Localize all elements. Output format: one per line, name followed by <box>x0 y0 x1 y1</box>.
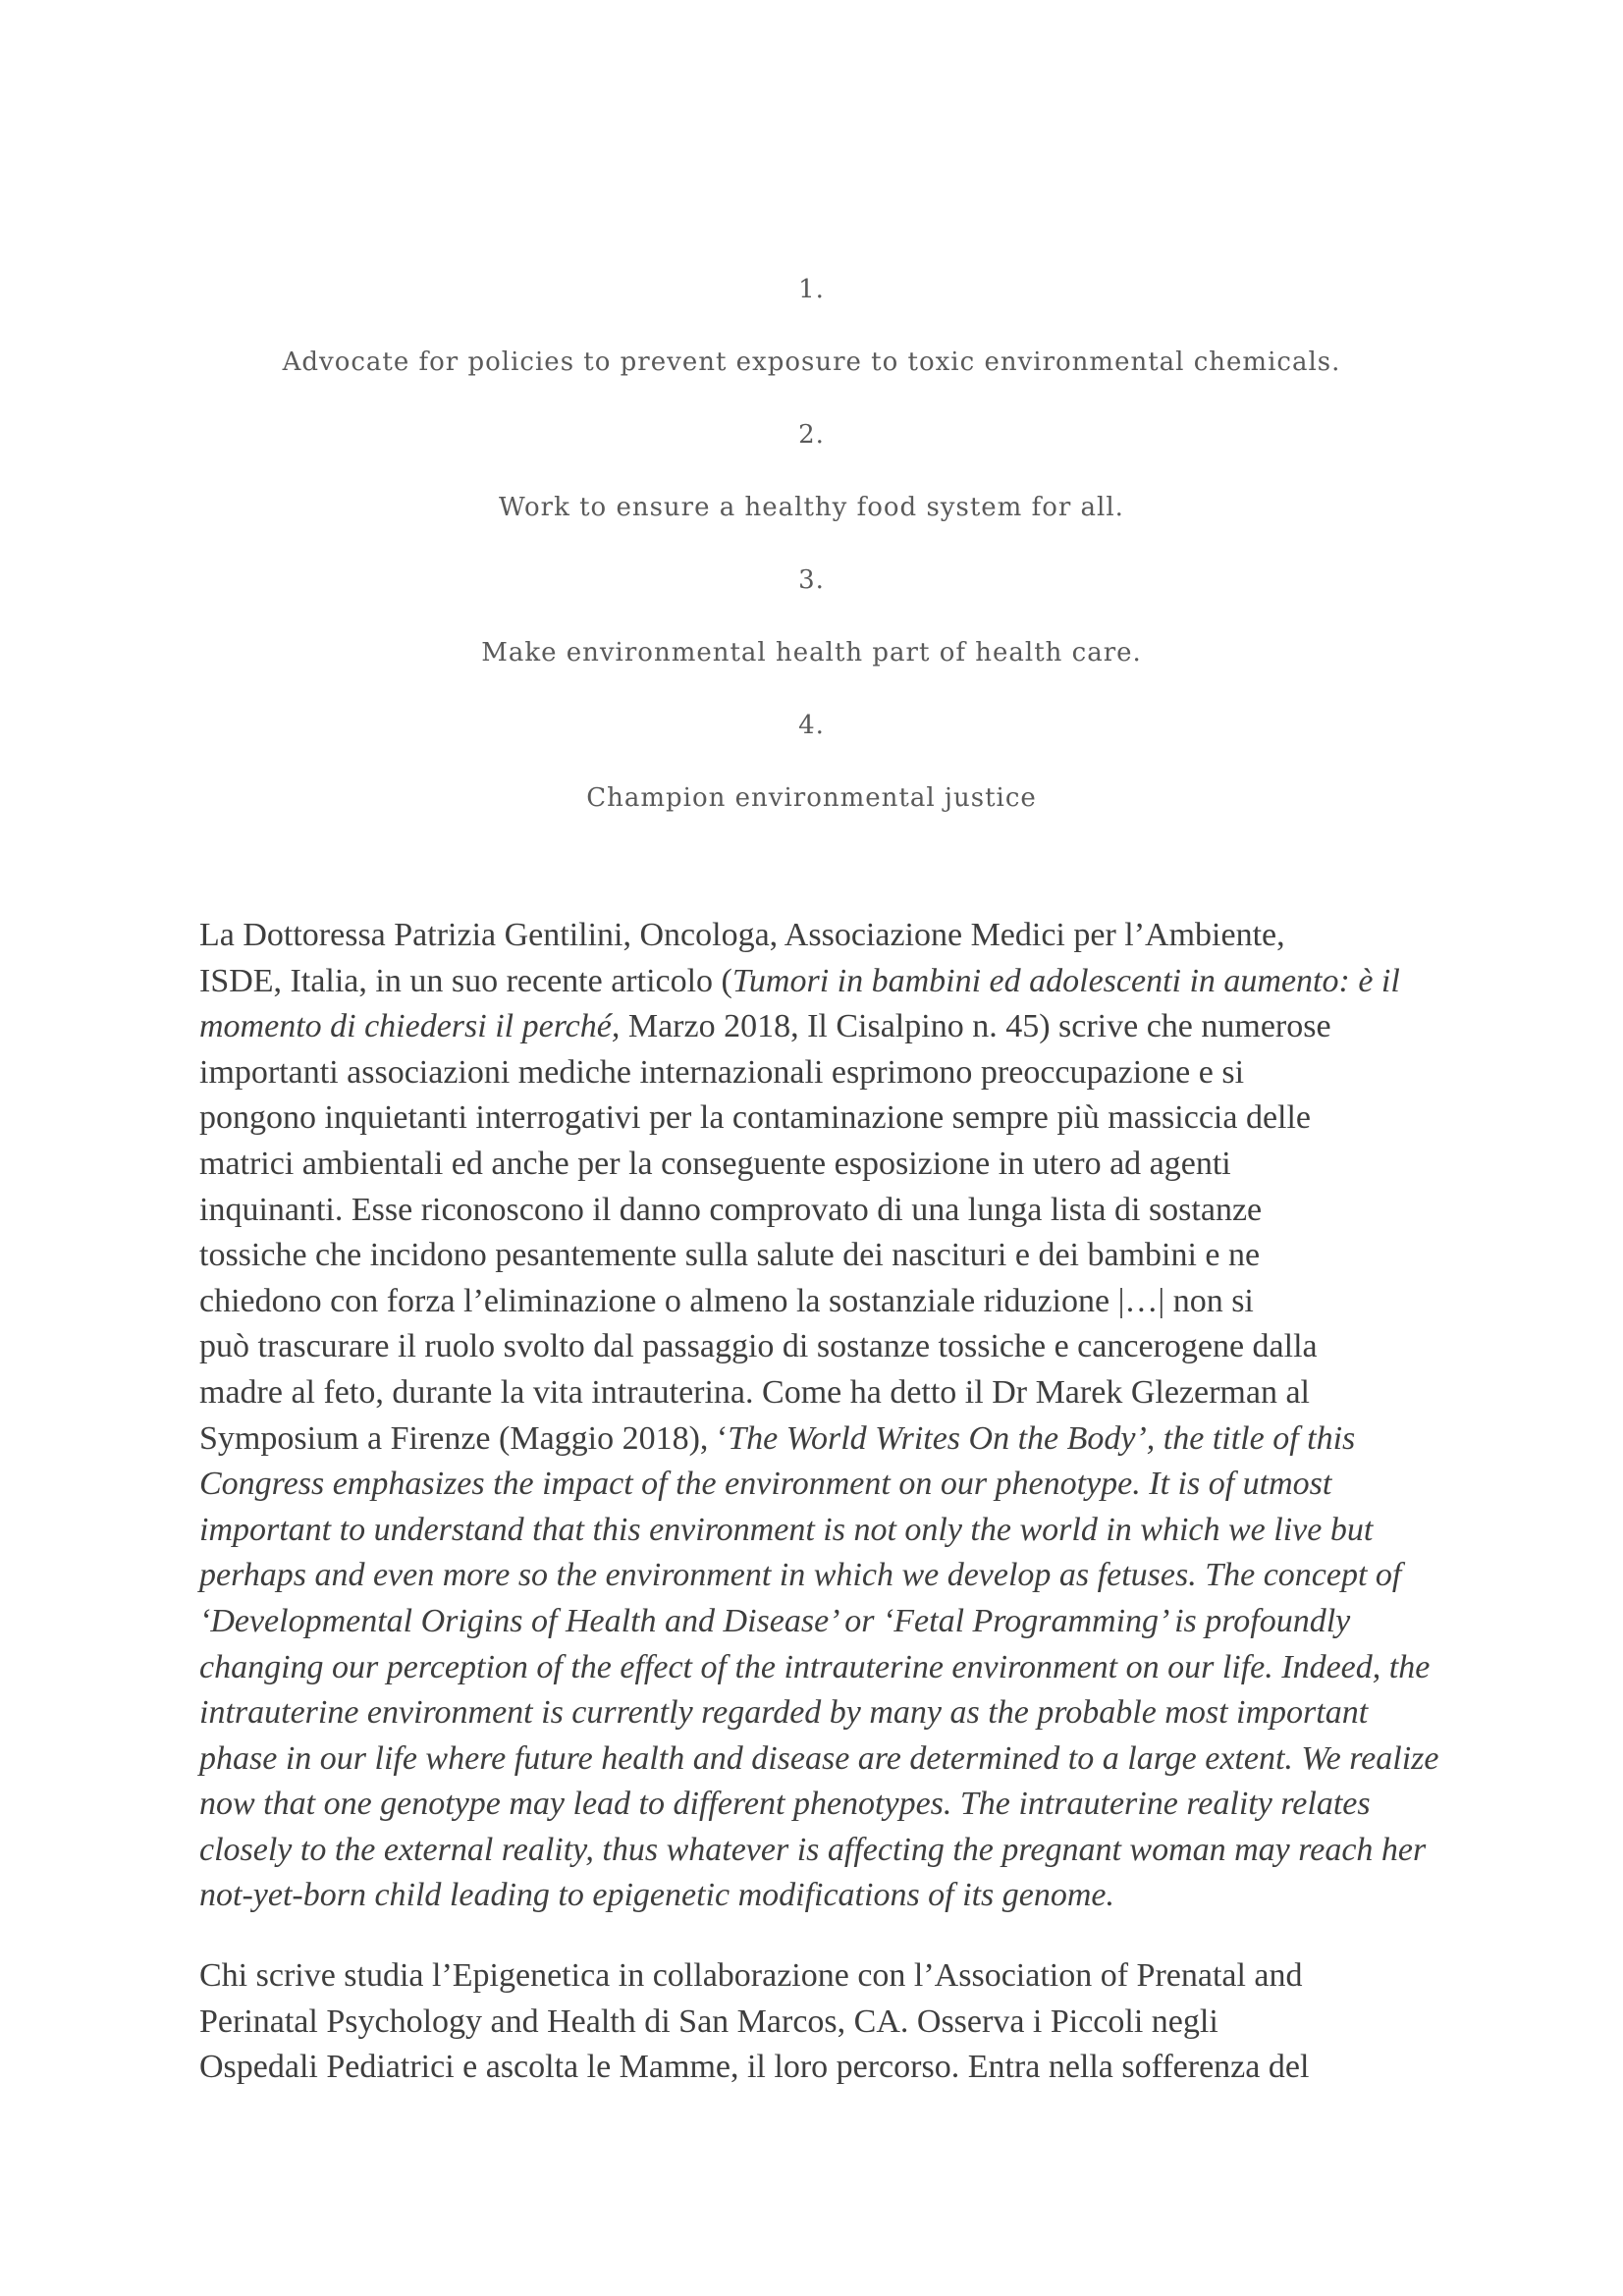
paragraph-2 <box>199 1953 1436 2091</box>
article-title: Tumori in bambini ed adolescenti in aumento: è il <box>731 962 1400 999</box>
list-number: 1. <box>798 275 825 304</box>
text-line: tossiche che incidono pesantemente sulla salute dei nascituri e dei bambini e ne <box>199 1237 1261 1274</box>
quote-line: closely to the external reality, thus whatever is affecting the pregnant woman may reach her <box>199 1831 1427 1868</box>
list-number: 2. <box>798 420 825 450</box>
text-span: Marzo 2018, Il Cisalpino n. 45) scrive che numerose <box>620 1008 1331 1045</box>
text-line: inquinanti. Esse riconoscono il danno comprovato di una lunga lista di sostanze <box>199 1191 1263 1228</box>
article-title: momento di chiedersi il perché, <box>199 1008 621 1045</box>
text-line: può trascurare il ruolo svolto dal passaggio di sostanze tossiche e cancerogene dalla <box>199 1328 1318 1365</box>
numbered-list <box>0 270 1623 851</box>
text-line: madre al feto, durante la vita intrauterina. Come ha detto il Dr Marek Glezerman al <box>199 1373 1310 1411</box>
quote-line: now that one genotype may lead to different phenotypes. The intrauterine reality relates <box>199 1786 1371 1823</box>
text-line <box>199 1416 1436 1463</box>
text-span: Symposium a Firenze (Maggio 2018), ‘ <box>199 1419 729 1457</box>
list-item-text: Advocate for policies to prevent exposure to toxic environmental chemicals. <box>282 347 1341 377</box>
quote-text: The World Writes On the Body’, the title of this <box>728 1419 1356 1457</box>
text-line: Ospedali Pediatrici e ascolta le Mamme, il loro percorso. Entra nella sofferenza del <box>199 2049 1310 2086</box>
text-line: Perinatal Psychology and Health di San Marcos, CA. Osserva i Piccoli negli <box>199 2002 1218 2040</box>
quote-line: Congress emphasizes the impact of the environment on our phenotype. It is of utmost <box>199 1466 1332 1503</box>
quote-line: perhaps and even more so the environment in which we develop as fetuses. The concept of <box>199 1557 1402 1594</box>
quote-line: important to understand that this environment is not only the world in which we live but <box>199 1511 1374 1548</box>
quote-line: intrauterine environment is currently regarded by many as the probable most important <box>199 1694 1369 1732</box>
text-line: Chi scrive studia l’Epigenetica in collaborazione con l’Association of Prenatal and <box>199 1957 1303 1994</box>
quote-line: changing our perception of the effect of the intrauterine environment on our life. Indeed, the <box>199 1648 1431 1685</box>
list-number: 4. <box>798 711 825 740</box>
quote-line: phase in our life where future health and disease are determined to a large extent. We realize <box>199 1739 1439 1777</box>
list-number: 3. <box>798 565 825 595</box>
paragraph-1 <box>199 913 1439 1919</box>
quote-line: ‘Developmental Origins of Health and Disease’ or ‘Fetal Programming’ is profoundly <box>199 1602 1351 1639</box>
quote-line: not-yet-born child leading to epigenetic modifications of its genome. <box>199 1877 1114 1914</box>
text-line: pongono inquietanti interrogativi per la contaminazione sempre più massiccia delle <box>199 1099 1312 1137</box>
text-line <box>199 1004 1436 1050</box>
text-line <box>199 959 1436 1005</box>
text-line: La Dottoressa Patrizia Gentilini, Oncologa, Associazione Medici per l’Ambiente, <box>199 917 1285 953</box>
text-line: chiedono con forza l’eliminazione o almeno la sostanziale riduzione |…| non si <box>199 1282 1254 1319</box>
text-line: importanti associazioni mediche internazionali esprimono preoccupazione e si <box>199 1053 1245 1091</box>
list-item-text: Work to ensure a healthy food system for all. <box>499 493 1124 522</box>
text-line: matrici ambientali ed anche per la conseguente esposizione in utero ad agenti <box>199 1145 1231 1182</box>
list-item-text: Make environmental health part of health care. <box>481 638 1142 667</box>
list-item-text: Champion environmental justice <box>586 783 1037 813</box>
text-span: ISDE, Italia, in un suo recente articolo ( <box>199 962 732 999</box>
